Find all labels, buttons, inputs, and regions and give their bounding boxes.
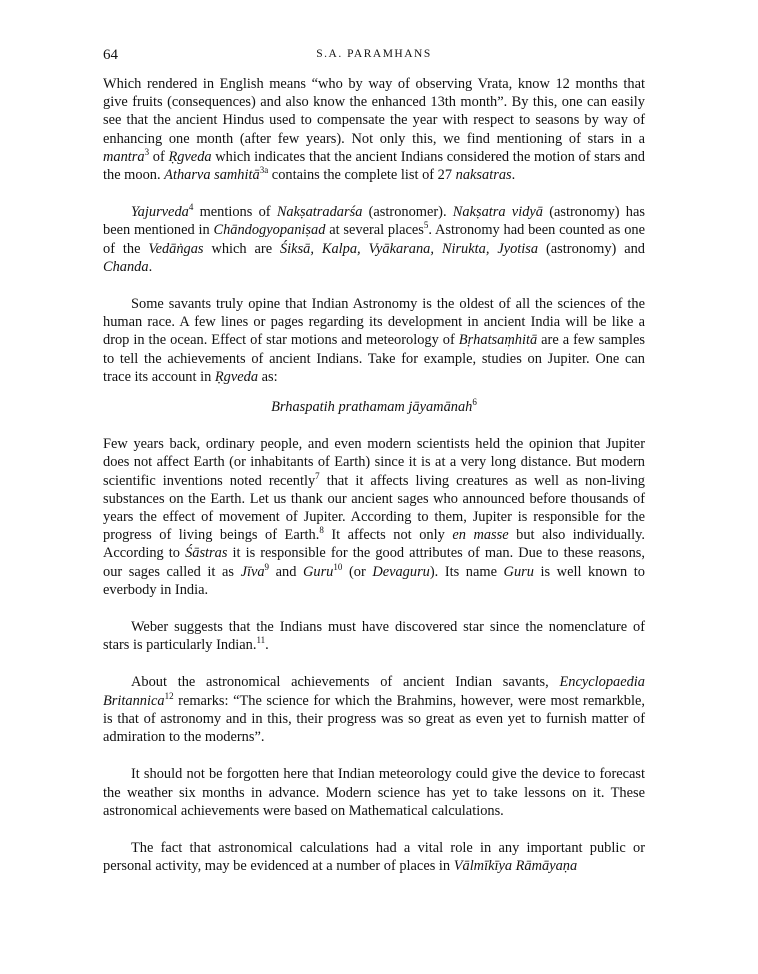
paragraph-8: The fact that astronomical calculations had a vital role in any important public or personal activity, may be evidenced at a number of places in Vālmīkīya Rāmāyaṇa bbox=[103, 839, 645, 875]
page-header bbox=[103, 47, 645, 67]
paragraph-7: It should not be forgotten here that Indian meteorology could give the device to forecast the weather six months in advance. Modern science has yet to take lessons on it. These astronomical achievements were based on Mathematical calculations. bbox=[103, 766, 645, 819]
verse-quotation: Brhaspatih prathamam jāyamānah$^6$ bbox=[271, 397, 477, 416]
paragraph-6: About the astronomical achievements of ancient Indian savants, Encyclopaedia Britannica$^{12}$ remarks: “The science for which the Brahmins, however, were most remarkble, is that of astronomy and in this, their progress was so great as even yet to furnish matter of admiration to the moderns”. bbox=[103, 674, 645, 746]
page-body bbox=[103, 75, 645, 875]
paragraph-2: Yajurveda$^4$ mentions of Nakṣatradarśa (astronomer). Nakṣatra vidyā (astronomy) has been mentioned in Chāndogyopaniṣad at several places$^5$. Astronomy had been counted as one of the Vedāṅgas which are Śiksā, Kalpa, Vyākarana, Nirukta, Jyotisa (astronomy) and Chanda. bbox=[103, 202, 646, 275]
page-number: 64 bbox=[103, 47, 118, 63]
running-head: S.A. PARAMHANS bbox=[316, 48, 432, 60]
paragraph-3: Some savants truly opine that Indian Astronomy is the oldest of all the sciences of the human race. A few lines or pages regarding its development in ancient India will be like a drop in the ocean. Effect of star motions and meteorology of Bṛhatsaṃhitā are a few samples to tell the achievements of ancient Indians. Take for example, studies on Jupiter. One can trace its account in Ṛgveda as: bbox=[103, 296, 646, 385]
paragraph-5: Weber suggests that the Indians must have discovered star since the nomenclature of stars is particularly Indian.$^{11}$. bbox=[103, 619, 645, 654]
paragraph-4: Few years back, ordinary people, and even modern scientists held the opinion that Jupiter does not affect Earth (or inhabitants of Earth) since it is at a very long distance. But modern scientific inventions noted recently$^7$ that it affects living creatures as well as non-living substances on the Earth. Let us thank our ancient sages who announced before thousands of years the effect of movement of Jupiter. According to them, Jupiter is responsible for the progress of living beings of Earth.$^8$ It affects not only en masse but also individually. According to Śāstras it is responsible for the good attributes of man. Due to these reasons, our sages called it as Jīva$^9$ and Guru$^{10}$ (or Devaguru). Its name Guru is well known to everbody in India. bbox=[103, 436, 646, 598]
paragraph-1: Which rendered in English means “who by way of observing Vrata, know 12 months that give fruits (consequences) and also know the enhanced 13th month”. By this, one can easily see that the ancient Hindus used to compensate the year with respect to seasons by way of enhancing one month (after few years). Not only this, we find mentioning of stars in a mantra$^3$ of Ṛgveda which indicates that the ancient Indians considered the motion of stars and the moon. Atharva samhitā$^{3a}$ contains the complete list of 27 naksatras. bbox=[103, 76, 645, 184]
